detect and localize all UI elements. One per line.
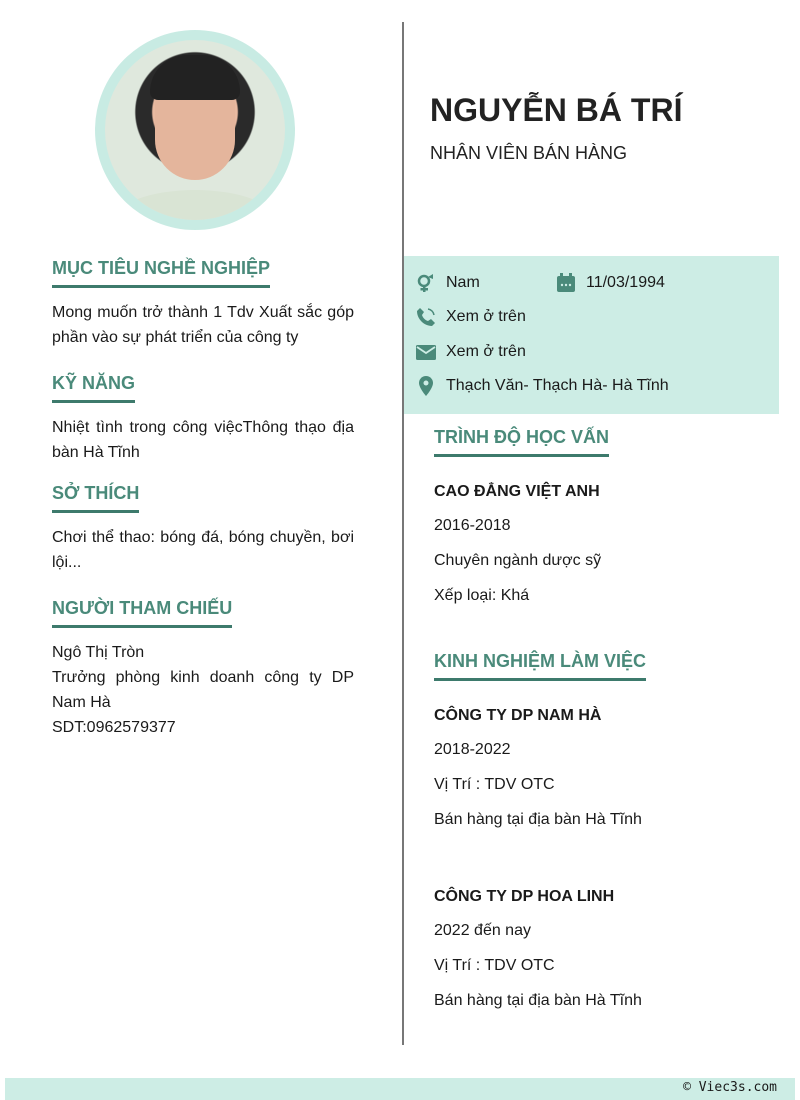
education-years: 2016-2018 bbox=[434, 517, 511, 534]
gender-row bbox=[416, 273, 480, 293]
dob-row bbox=[556, 273, 665, 293]
full-name: NGUYỄN BÁ TRÍ bbox=[430, 92, 683, 128]
education-major: Chuyên ngành dược sỹ bbox=[434, 552, 602, 569]
job-description: Bán hàng tại địa bàn Hà Tĩnh bbox=[434, 811, 642, 828]
reference-section bbox=[52, 598, 354, 740]
school-name: CAO ĐẲNG VIỆT ANH bbox=[434, 483, 600, 500]
experience-section bbox=[434, 651, 774, 1011]
email-value: Xem ở trên bbox=[446, 343, 526, 360]
section-heading: SỞ THÍCH bbox=[52, 483, 139, 513]
reference-phone: SDT:0962579377 bbox=[52, 719, 176, 736]
job-position: Vị Trí : TDV OTC bbox=[434, 957, 555, 974]
skills-section bbox=[52, 373, 354, 465]
phone-icon bbox=[416, 307, 436, 327]
email-row bbox=[416, 342, 526, 362]
skills-text: Nhiệt tình trong công việcThông thạo địa bàn Hà Tĩnh bbox=[52, 419, 354, 461]
reference-name: Ngô Thị Tròn bbox=[52, 644, 145, 661]
phone-row bbox=[416, 307, 526, 327]
company-name: CÔNG TY DP NAM HÀ bbox=[434, 707, 602, 724]
education-section bbox=[434, 427, 774, 606]
avatar bbox=[95, 30, 295, 230]
objective-text: Mong muốn trở thành 1 Tdv Xuất sắc góp phần vào sự phát triển của công ty bbox=[52, 304, 354, 346]
location-pin-icon bbox=[416, 376, 436, 396]
section-heading: TRÌNH ĐỘ HỌC VẤN bbox=[434, 427, 609, 457]
address-value: Thạch Văn- Thạch Hà- Hà Tĩnh bbox=[446, 377, 669, 394]
profile-photo bbox=[105, 40, 285, 220]
column-divider bbox=[402, 22, 404, 1045]
company-name: CÔNG TY DP HOA LINH bbox=[434, 888, 615, 905]
objective-section bbox=[52, 258, 354, 350]
job-title: NHÂN VIÊN BÁN HÀNG bbox=[430, 143, 628, 163]
reference-position: Trưởng phòng kinh doanh công ty DP Nam Hà bbox=[52, 669, 354, 711]
job-description: Bán hàng tại địa bàn Hà Tĩnh bbox=[434, 992, 642, 1009]
contact-info-panel bbox=[404, 256, 779, 414]
dob-value: 11/03/1994 bbox=[586, 274, 665, 291]
footer-watermark: © Viec3s.com bbox=[5, 1078, 795, 1100]
job-years: 2022 đến nay bbox=[434, 922, 531, 939]
address-row bbox=[416, 376, 669, 396]
job-years: 2018-2022 bbox=[434, 741, 511, 758]
gender-value: Nam bbox=[446, 274, 480, 291]
section-heading: KỸ NĂNG bbox=[52, 373, 135, 403]
envelope-icon bbox=[416, 342, 436, 362]
calendar-icon bbox=[556, 273, 576, 293]
section-heading: MỤC TIÊU NGHỀ NGHIỆP bbox=[52, 258, 270, 288]
hobbies-text: Chơi thể thao: bóng đá, bóng chuyền, bơi lội... bbox=[52, 529, 354, 571]
education-grade: Xếp loại: Khá bbox=[434, 587, 530, 604]
section-heading: NGƯỜI THAM CHIẾU bbox=[52, 598, 232, 628]
phone-value: Xem ở trên bbox=[446, 308, 526, 325]
job-position: Vị Trí : TDV OTC bbox=[434, 776, 555, 793]
section-heading: KINH NGHIỆM LÀM VIỆC bbox=[434, 651, 646, 681]
hobbies-section bbox=[52, 483, 354, 575]
gender-icon bbox=[416, 273, 436, 293]
